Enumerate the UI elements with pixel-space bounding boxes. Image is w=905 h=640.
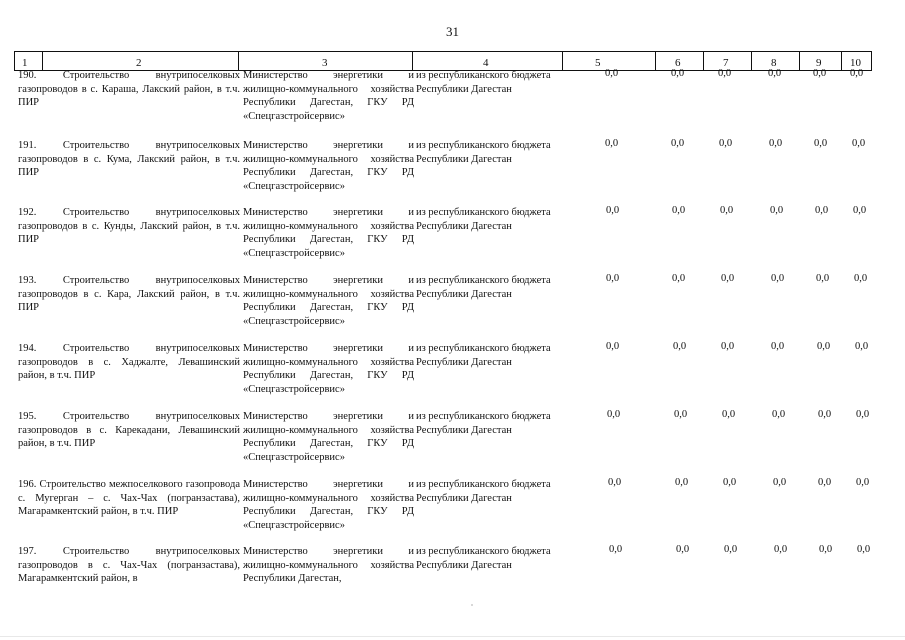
value-col6: 0,0 [675, 477, 689, 488]
column-number: 3 [322, 57, 328, 69]
value-col5: 0,0 [605, 68, 619, 79]
value-col8: 0,0 [771, 273, 785, 284]
value-col10: 0,0 [854, 273, 868, 284]
funding-source: из республиканского бюджета Республики Дагестан [416, 275, 551, 300]
value-col6: 0,0 [671, 68, 685, 79]
value-col7: 0,0 [724, 544, 738, 555]
column-number: 1 [22, 57, 28, 69]
value-col5: 0,0 [607, 409, 621, 420]
value-col10: 0,0 [856, 409, 870, 420]
col-divider [751, 51, 752, 71]
value-col10: 0,0 [856, 477, 870, 488]
col-divider [14, 51, 15, 71]
value-col7: 0,0 [722, 409, 736, 420]
column-number: 10 [850, 57, 861, 69]
value-col10: 0,0 [855, 341, 869, 352]
col-divider [238, 51, 239, 71]
header-top-rule [14, 51, 872, 52]
funding-source: из республиканского бюджета Республики Дагестан [416, 140, 551, 165]
funding-source: из республиканского бюджета Республики Дагестан [416, 207, 551, 232]
funding-source: из республиканского бюджета Республики Дагестан [416, 70, 551, 95]
value-col6: 0,0 [673, 341, 687, 352]
col-divider [412, 51, 413, 71]
executor: Министерство энергетики и жилищно-коммунального хозяйства Республики Дагестан, ГКУ РД «Спецгазстройсервис» [243, 70, 414, 122]
project-description: 193. Строительство внутрипоселковых газопроводов в с. Кара, Лакский район, в т.ч. ПИР [18, 275, 240, 313]
value-col8: 0,0 [771, 341, 785, 352]
executor: Министерство энергетики и жилищно-коммунального хозяйства Республики Дагестан, ГКУ РД «Спецгазстройсервис» [243, 479, 414, 531]
value-col5: 0,0 [609, 544, 623, 555]
value-col9: 0,0 [814, 138, 828, 149]
project-description: 195. Строительство внутрипоселковых газопроводов в с. Карекадани, Левашинский район, в т.ч. ПИР [18, 411, 240, 449]
value-col5: 0,0 [606, 341, 620, 352]
project-description: 191. Строительство внутрипоселковых газопроводов в с. Кума, Лакский район, в т.ч. ПИР [18, 140, 240, 178]
column-number: 5 [595, 57, 601, 69]
scan-speck [471, 604, 473, 606]
value-col10: 0,0 [852, 138, 866, 149]
value-col10: 0,0 [850, 68, 864, 79]
value-col6: 0,0 [674, 409, 688, 420]
page-number: 31 [446, 24, 459, 39]
value-col5: 0,0 [608, 477, 622, 488]
col-divider [871, 51, 872, 71]
col-divider [703, 51, 704, 71]
value-col6: 0,0 [672, 273, 686, 284]
table-header-row [14, 51, 872, 71]
executor: Министерство энергетики и жилищно-коммунального хозяйства Республики Дагестан, ГКУ РД «Спецгазстройсервис» [243, 207, 414, 259]
project-description: 196. Строительство межпоселкового газопровода с. Мугерган – с. Чах-Чах (погранзастава), Магарамкентский район, в т.ч. ПИР [18, 479, 240, 517]
funding-source: из республиканского бюджета Республики Дагестан [416, 546, 551, 571]
col-divider [655, 51, 656, 71]
value-col7: 0,0 [718, 68, 732, 79]
value-col6: 0,0 [671, 138, 685, 149]
value-col7: 0,0 [719, 138, 733, 149]
value-col8: 0,0 [772, 409, 786, 420]
value-col9: 0,0 [816, 273, 830, 284]
executor: Министерство энергетики и жилищно-коммунального хозяйства Республики Дагестан, ГКУ РД «Спецгазстройсервис» [243, 140, 414, 192]
column-number: 6 [675, 57, 681, 69]
column-number: 7 [723, 57, 729, 69]
value-col5: 0,0 [606, 273, 620, 284]
value-col9: 0,0 [815, 205, 829, 216]
funding-source: из республиканского бюджета Республики Дагестан [416, 411, 551, 436]
col-divider [799, 51, 800, 71]
value-col8: 0,0 [769, 138, 783, 149]
value-col9: 0,0 [818, 409, 832, 420]
project-description: 192. Строительство внутрипоселковых газопроводов в с. Кунды, Лакский район, в т.ч. ПИР [18, 207, 240, 245]
value-col8: 0,0 [770, 205, 784, 216]
value-col9: 0,0 [817, 341, 831, 352]
value-col5: 0,0 [606, 205, 620, 216]
value-col7: 0,0 [723, 477, 737, 488]
value-col9: 0,0 [819, 544, 833, 555]
value-col10: 0,0 [853, 205, 867, 216]
value-col6: 0,0 [672, 205, 686, 216]
project-description: 194. Строительство внутрипоселковых газопроводов в с. Хаджалте, Левашинский район, в т.ч. ПИР [18, 343, 240, 381]
value-col5: 0,0 [605, 138, 619, 149]
column-number: 9 [816, 57, 822, 69]
value-col9: 0,0 [818, 477, 832, 488]
executor: Министерство энергетики и жилищно-коммунального хозяйства Республики Дагестан, ГКУ РД «Спецгазстройсервис» [243, 275, 414, 327]
value-col8: 0,0 [773, 477, 787, 488]
executor: Министерство энергетики и жилищно-коммунального хозяйства Республики Дагестан, [243, 546, 414, 584]
value-col9: 0,0 [813, 68, 827, 79]
col-divider [841, 51, 842, 71]
value-col10: 0,0 [857, 544, 871, 555]
value-col8: 0,0 [768, 68, 782, 79]
scan-edge [0, 636, 905, 637]
executor: Министерство энергетики и жилищно-коммунального хозяйства Республики Дагестан, ГКУ РД «Спецгазстройсервис» [243, 411, 414, 463]
column-number: 2 [136, 57, 142, 69]
funding-source: из республиканского бюджета Республики Дагестан [416, 343, 551, 368]
funding-source: из республиканского бюджета Республики Дагестан [416, 479, 551, 504]
project-description: 190. Строительство внутрипоселковых газопроводов в с. Караша, Лакский район, в т.ч. ПИР [18, 70, 240, 108]
col-divider [562, 51, 563, 71]
column-number: 8 [771, 57, 777, 69]
value-col7: 0,0 [721, 341, 735, 352]
value-col6: 0,0 [676, 544, 690, 555]
executor: Министерство энергетики и жилищно-коммунального хозяйства Республики Дагестан, ГКУ РД «Спецгазстройсервис» [243, 343, 414, 395]
value-col7: 0,0 [720, 205, 734, 216]
project-description: 197. Строительство внутрипоселковых газопроводов в с. Чах-Чах (погранзастава), Магарамкентский район, в [18, 546, 240, 584]
value-col7: 0,0 [721, 273, 735, 284]
value-col8: 0,0 [774, 544, 788, 555]
col-divider [42, 51, 43, 71]
column-number: 4 [483, 57, 489, 69]
